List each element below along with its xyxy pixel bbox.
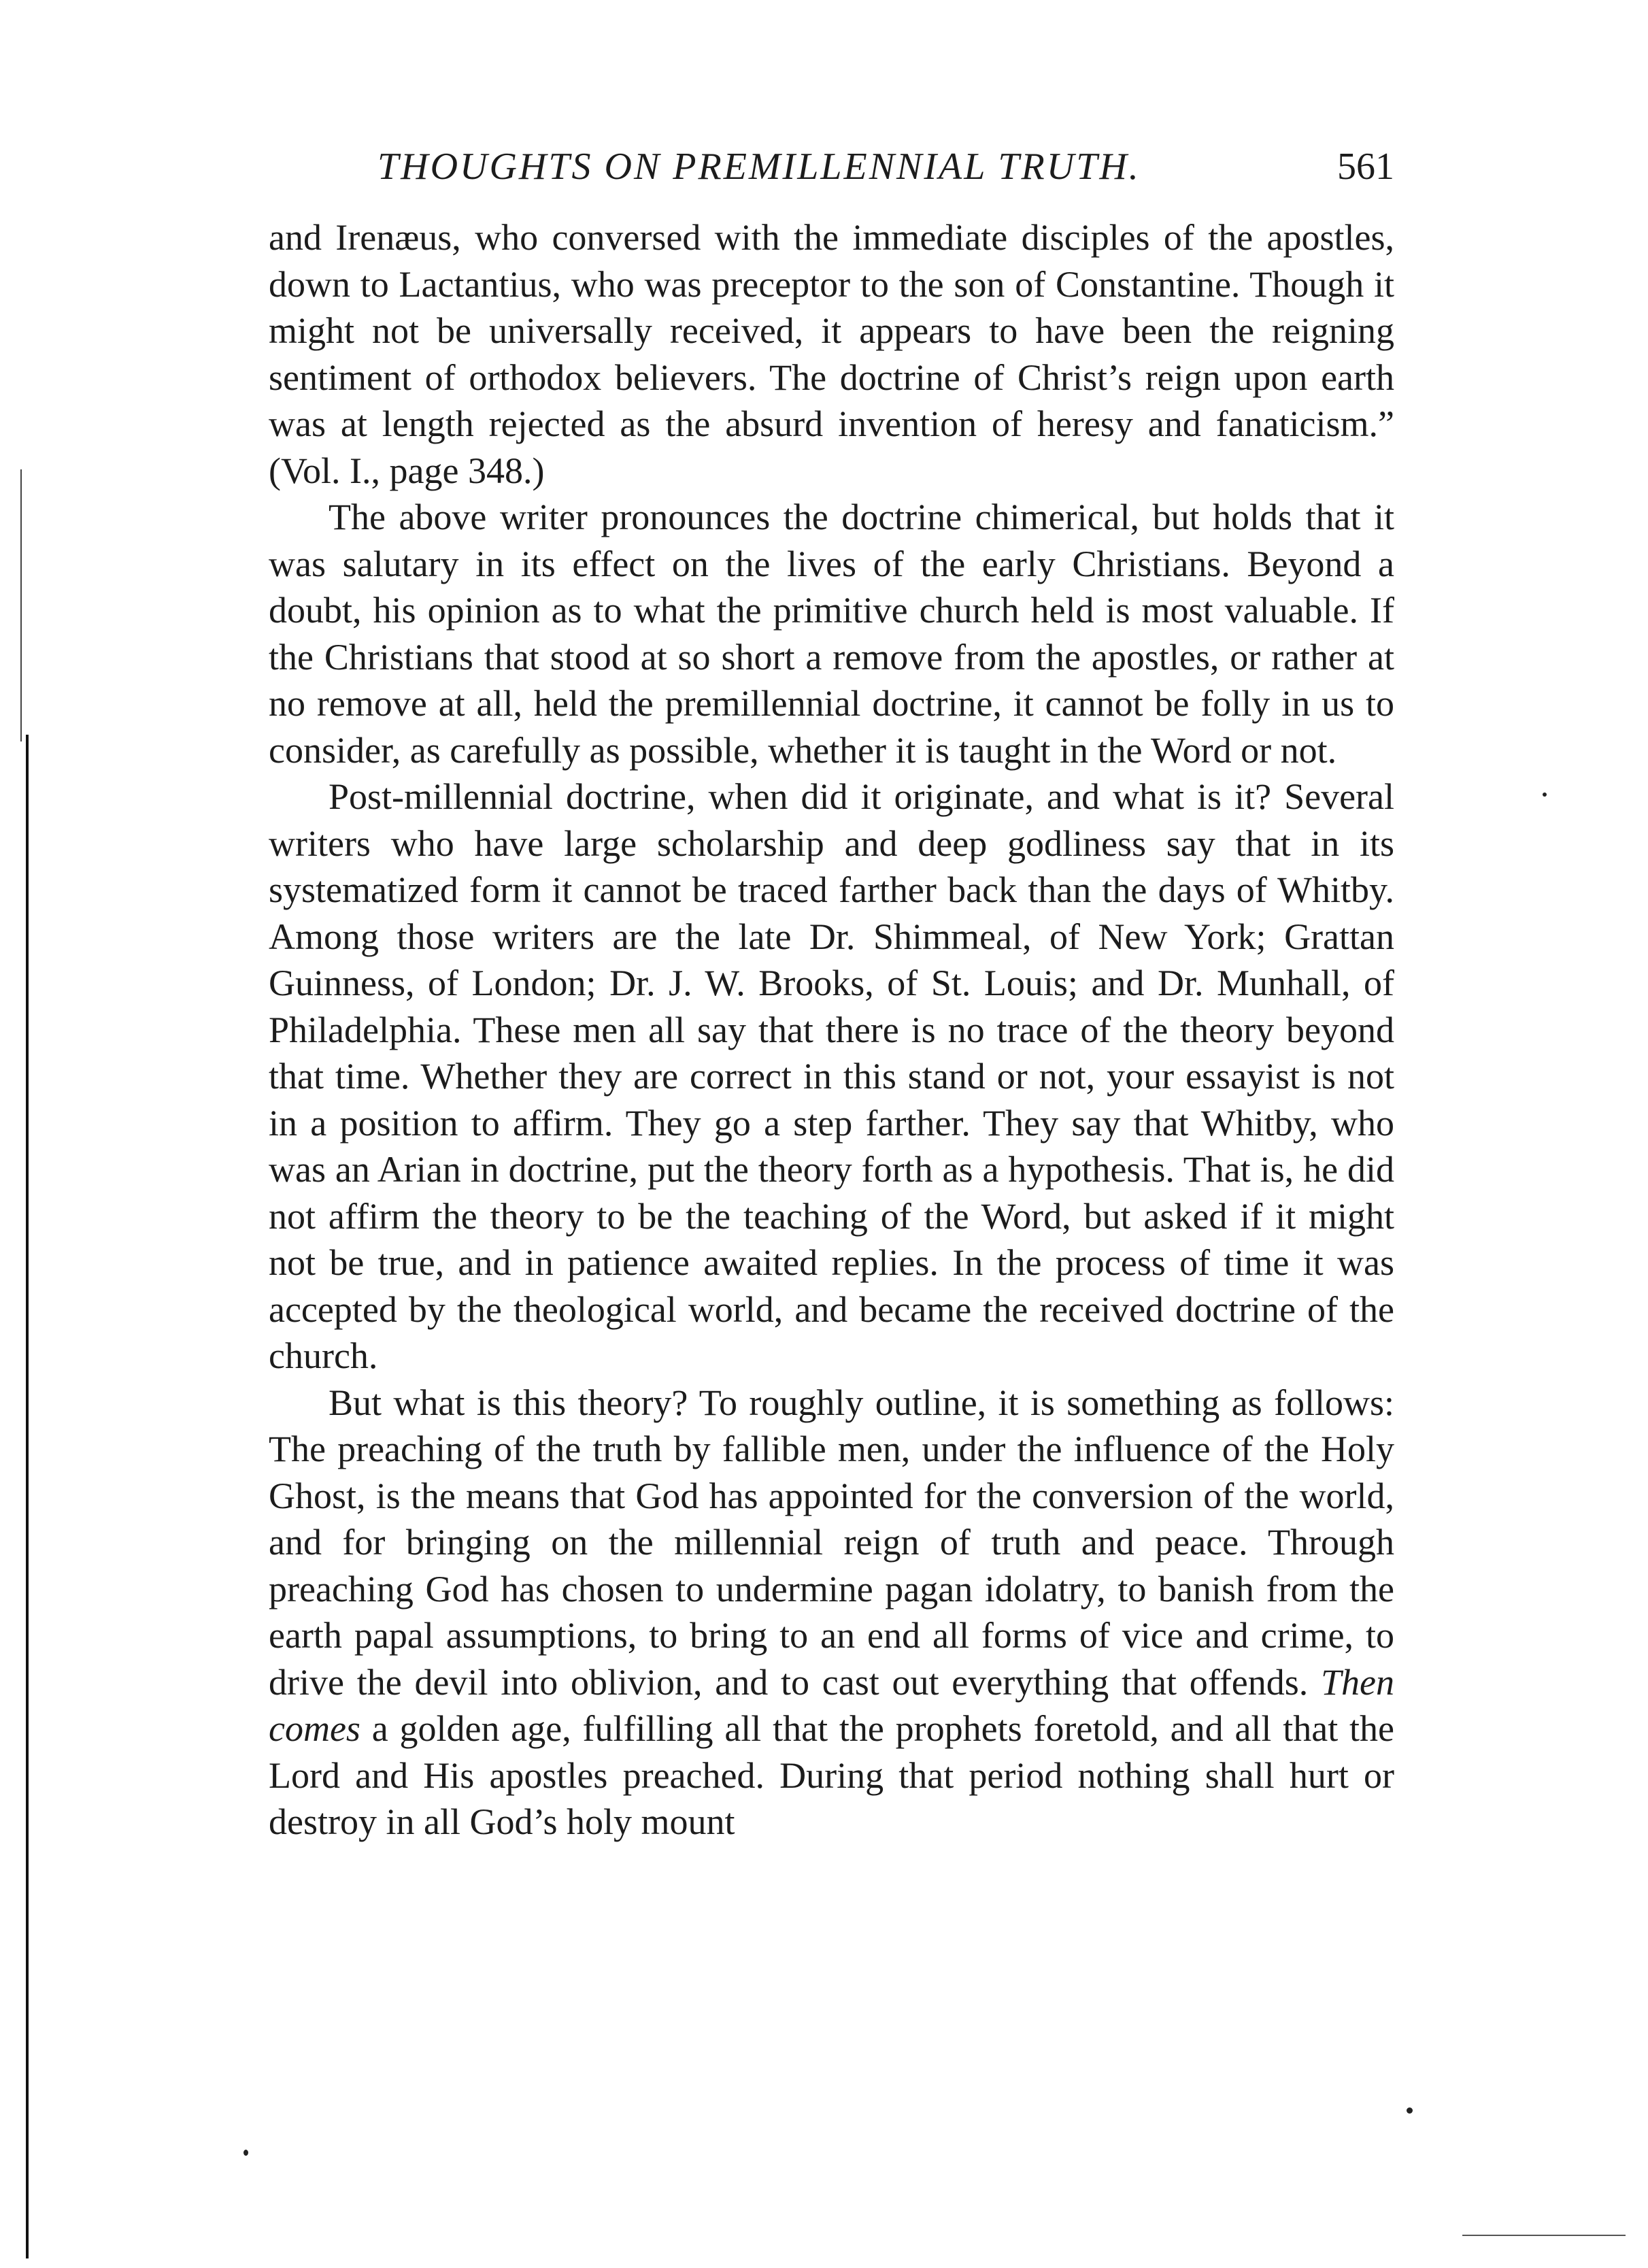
scan-gutter-mark (26, 735, 29, 2258)
paragraph-1: and Irenæus, who conversed with the immediate disciples of the apostles, down to Lactantius, who was preceptor to the son of Constantine. Though it might not be universally received, it appears to have been the reigning sentiment of orthodox believers. The doctrine of Christ’s reign upon earth was at length rejected as the absurd invention of heresy and fanaticism.” (Vol. I., page 348.) (269, 217, 1394, 491)
page-number: 561 (1337, 146, 1394, 188)
scan-speck (243, 2150, 248, 2156)
paragraph-2: The above writer pronounces the doctrine chimerical, but holds that it was salutary in its effect on the lives of the early Christians. Beyond a doubt, his opinion as to what the primitive church held is most valuable. If the Christians that stood at so short a remove from the apostles, or rather at no remove at all, held the premillennial doctrine, it cannot be folly in us to consider, as carefully as possible, whether it is taught in the Word or not. (269, 497, 1394, 771)
scan-edge-rule (1462, 2235, 1626, 2236)
scan-speck (1407, 2107, 1413, 2114)
paragraph-3: Post-millennial doctrine, when did it originate, and what is it? Several writers who have large scholarship and deep godliness say that in its systematized form it cannot be traced farther back than the days of Whitby. Among those writers are the late Dr. Shimmeal, of New York; Grattan Guinness, of London; Dr. J. W. Brooks, of St. Louis; and Dr. Munhall, of Philadelphia. These men all say that there is no trace of the theory beyond that time. Whether they are correct in this stand or not, your essayist is not in a position to affirm. They go a step farther. They say that Whitby, who was an Arian in doctrine, put the theory forth as a hypothesis. That is, he did not affirm the theory to be the teaching of the Word, but asked if it might not be true, and in patience awaited replies. In the process of time it was accepted by the theological world, and became the received doctrine of the church. (269, 776, 1394, 1376)
page-header (377, 136, 1394, 197)
paragraph-4-text-after: a golden age, fulfilling all that the prophets foretold, and all that the Lord and His apostles preached. During that period nothing shall hurt or destroy in all God’s holy mount (269, 1708, 1394, 1842)
scan-gutter-mark-thin (20, 469, 22, 741)
body-text (269, 214, 1394, 1846)
scan-speck (1543, 793, 1547, 797)
paragraph-4 (269, 1380, 1394, 1846)
paragraph-4-text-before: But what is this theory? To roughly outline, it is something as follows: The preaching of the truth by fallible men, under the influence of the Holy Ghost, is the means that God has appointed for the conversion of the world, and for bringing on the millennial reign of truth and peace. Through preaching God has chosen to undermine pagan idolatry, to banish from the earth papal assumptions, to bring to an end all forms of vice and crime, to drive the devil into oblivion, and to cast out everything that offends. (269, 1382, 1394, 1703)
paragraph-4-italic: Then comes (269, 1661, 1394, 1749)
running-title: THOUGHTS ON PREMILLENNIAL TRUTH. (377, 146, 1141, 188)
